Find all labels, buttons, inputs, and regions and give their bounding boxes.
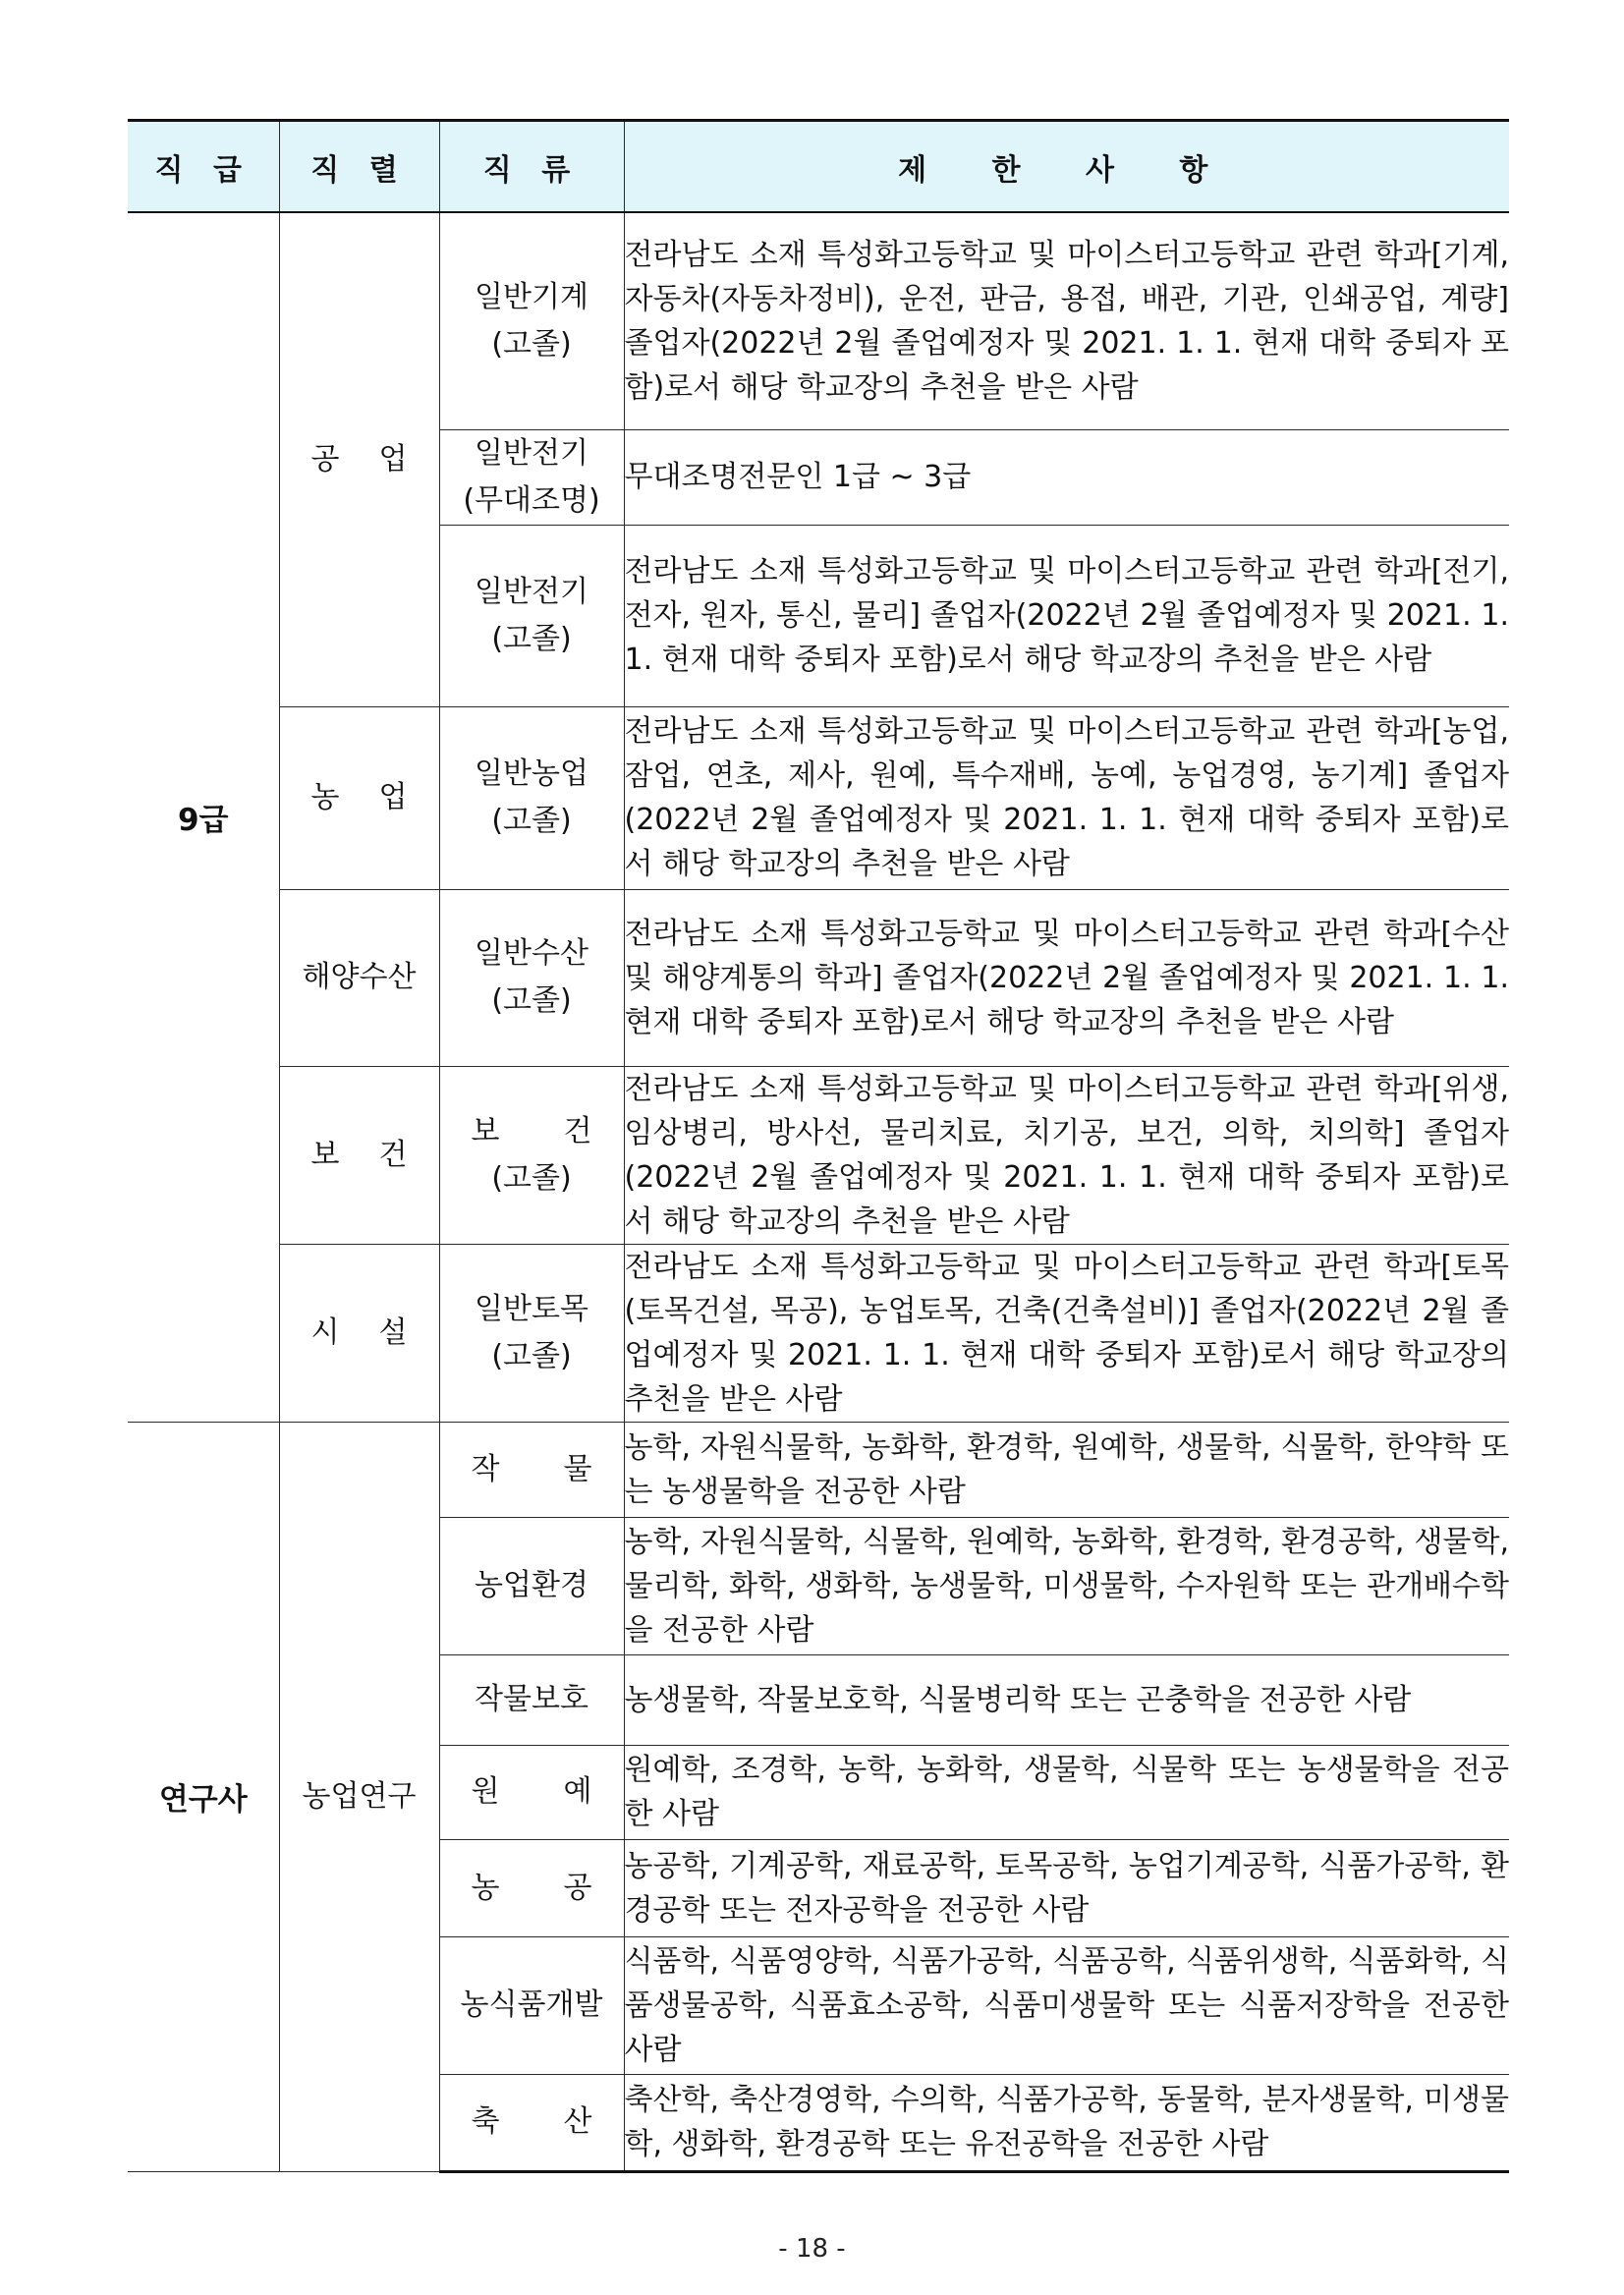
table-row (128, 889, 1509, 1066)
grade-cell: 9급 (128, 212, 279, 1422)
page-number: - 18 - (778, 2234, 846, 2264)
class-cell: 일반전기 (무대조명) (439, 429, 624, 525)
grade-cell: 연구사 (128, 1422, 279, 2171)
class-cell: 농 공 (439, 1839, 624, 1936)
class-cell: 일반농업 (고졸) (439, 706, 624, 889)
header-grade: 직 급 (128, 121, 279, 213)
class-cell: 농업환경 (439, 1517, 624, 1654)
restriction-cell: 전라남도 소재 특성화고등학교 및 마이스터고등학교 관련 학과[농업, 잠업, 연초, 제사, 원예, 특수재배, 농예, 농업경영, 농기계] 졸업자(2022년 2월 졸업예정자 및 2021. 1. 1. 현재 대학 중퇴자 포함)로서 해당 학교장의 추천을 받은 사람 (624, 706, 1509, 889)
restriction-cell: 무대조명전문인 1급 ~ 3급 (624, 429, 1509, 525)
class-cell: 축 산 (439, 2074, 624, 2171)
restriction-cell: 전라남도 소재 특성화고등학교 및 마이스터고등학교 관련 학과[수산 및 해양계통의 학과] 졸업자(2022년 2월 졸업예정자 및 2021. 1. 1. 현재 대학 중퇴자 포함)로서 해당 학교장의 추천을 받은 사람 (624, 889, 1509, 1066)
restriction-cell: 농생물학, 작물보호학, 식물병리학 또는 곤충학을 전공한 사람 (624, 1654, 1509, 1745)
restriction-cell: 전라남도 소재 특성화고등학교 및 마이스터고등학교 관련 학과[전기, 전자, 원자, 통신, 물리] 졸업자(2022년 2월 졸업예정자 및 2021. 1. 1. 현재 대학 중퇴자 포함)로서 해당 학교장의 추천을 받은 사람 (624, 525, 1509, 706)
table-row (128, 1244, 1509, 1422)
class-cell: 일반기계 (고졸) (439, 212, 624, 429)
restriction-cell: 식품학, 식품영양학, 식품가공학, 식품공학, 식품위생학, 식품화학, 식품생물공학, 식품효소공학, 식품미생물학 또는 식품저장학을 전공한 사람 (624, 1936, 1509, 2074)
table-row (128, 212, 1509, 429)
series-cell: 농 업 (279, 706, 439, 889)
restriction-cell: 농학, 자원식물학, 식물학, 원예학, 농화학, 환경학, 환경공학, 생물학, 물리학, 화학, 생화학, 농생물학, 미생물학, 수자원학 또는 관개배수학을 전공한 사람 (624, 1517, 1509, 1654)
table-row (128, 1422, 1509, 1517)
series-cell: 공 업 (279, 212, 439, 706)
header-restriction: 제 한 사 항 (624, 121, 1509, 213)
series-cell: 시 설 (279, 1244, 439, 1422)
restriction-cell: 전라남도 소재 특성화고등학교 및 마이스터고등학교 관련 학과[토목(토목건설, 목공), 농업토목, 건축(건축설비)] 졸업자(2022년 2월 졸업예정자 및 2021. 1. 1. 현재 대학 중퇴자 포함)로서 해당 학교장의 추천을 받은 사람 (624, 1244, 1509, 1422)
class-cell: 원 예 (439, 1745, 624, 1839)
table-row (128, 706, 1509, 889)
restriction-cell: 원예학, 조경학, 농학, 농화학, 생물학, 식물학 또는 농생물학을 전공한 사람 (624, 1745, 1509, 1839)
restriction-cell: 전라남도 소재 특성화고등학교 및 마이스터고등학교 관련 학과[위생, 임상병리, 방사선, 물리치료, 치기공, 보건, 의학, 치의학] 졸업자(2022년 2월 졸업예정자 및 2021. 1. 1. 현재 대학 중퇴자 포함)로서 해당 학교장의 추천을 받은 사람 (624, 1066, 1509, 1244)
header-class: 직 류 (439, 121, 624, 213)
series-cell: 해양수산 (279, 889, 439, 1066)
class-cell: 일반토목 (고졸) (439, 1244, 624, 1422)
class-cell: 일반전기 (고졸) (439, 525, 624, 706)
table-header-row (128, 121, 1509, 213)
restriction-cell: 전라남도 소재 특성화고등학교 및 마이스터고등학교 관련 학과[기계, 자동차(자동차정비), 운전, 판금, 용접, 배관, 기관, 인쇄공업, 계량] 졸업자(2022년 2월 졸업예정자 및 2021. 1. 1. 현재 대학 중퇴자 포함)로서 해당 학교장의 추천을 받은 사람 (624, 212, 1509, 429)
restriction-cell: 축산학, 축산경영학, 수의학, 식품가공학, 동물학, 분자생물학, 미생물학, 생화학, 환경공학 또는 유전공학을 전공한 사람 (624, 2074, 1509, 2171)
class-cell: 작물보호 (439, 1654, 624, 1745)
restriction-table (128, 119, 1509, 2173)
header-series: 직 렬 (279, 121, 439, 213)
series-cell: 보 건 (279, 1066, 439, 1244)
class-cell: 일반수산 (고졸) (439, 889, 624, 1066)
table-row (128, 1066, 1509, 1244)
class-cell: 농식품개발 (439, 1936, 624, 2074)
restriction-cell: 농학, 자원식물학, 농화학, 환경학, 원예학, 생물학, 식물학, 한약학 또는 농생물학을 전공한 사람 (624, 1422, 1509, 1517)
class-cell: 작 물 (439, 1422, 624, 1517)
restriction-cell: 농공학, 기계공학, 재료공학, 토목공학, 농업기계공학, 식품가공학, 환경공학 또는 전자공학을 전공한 사람 (624, 1839, 1509, 1936)
series-cell: 농업연구 (279, 1422, 439, 2171)
class-cell: 보 건 (고졸) (439, 1066, 624, 1244)
